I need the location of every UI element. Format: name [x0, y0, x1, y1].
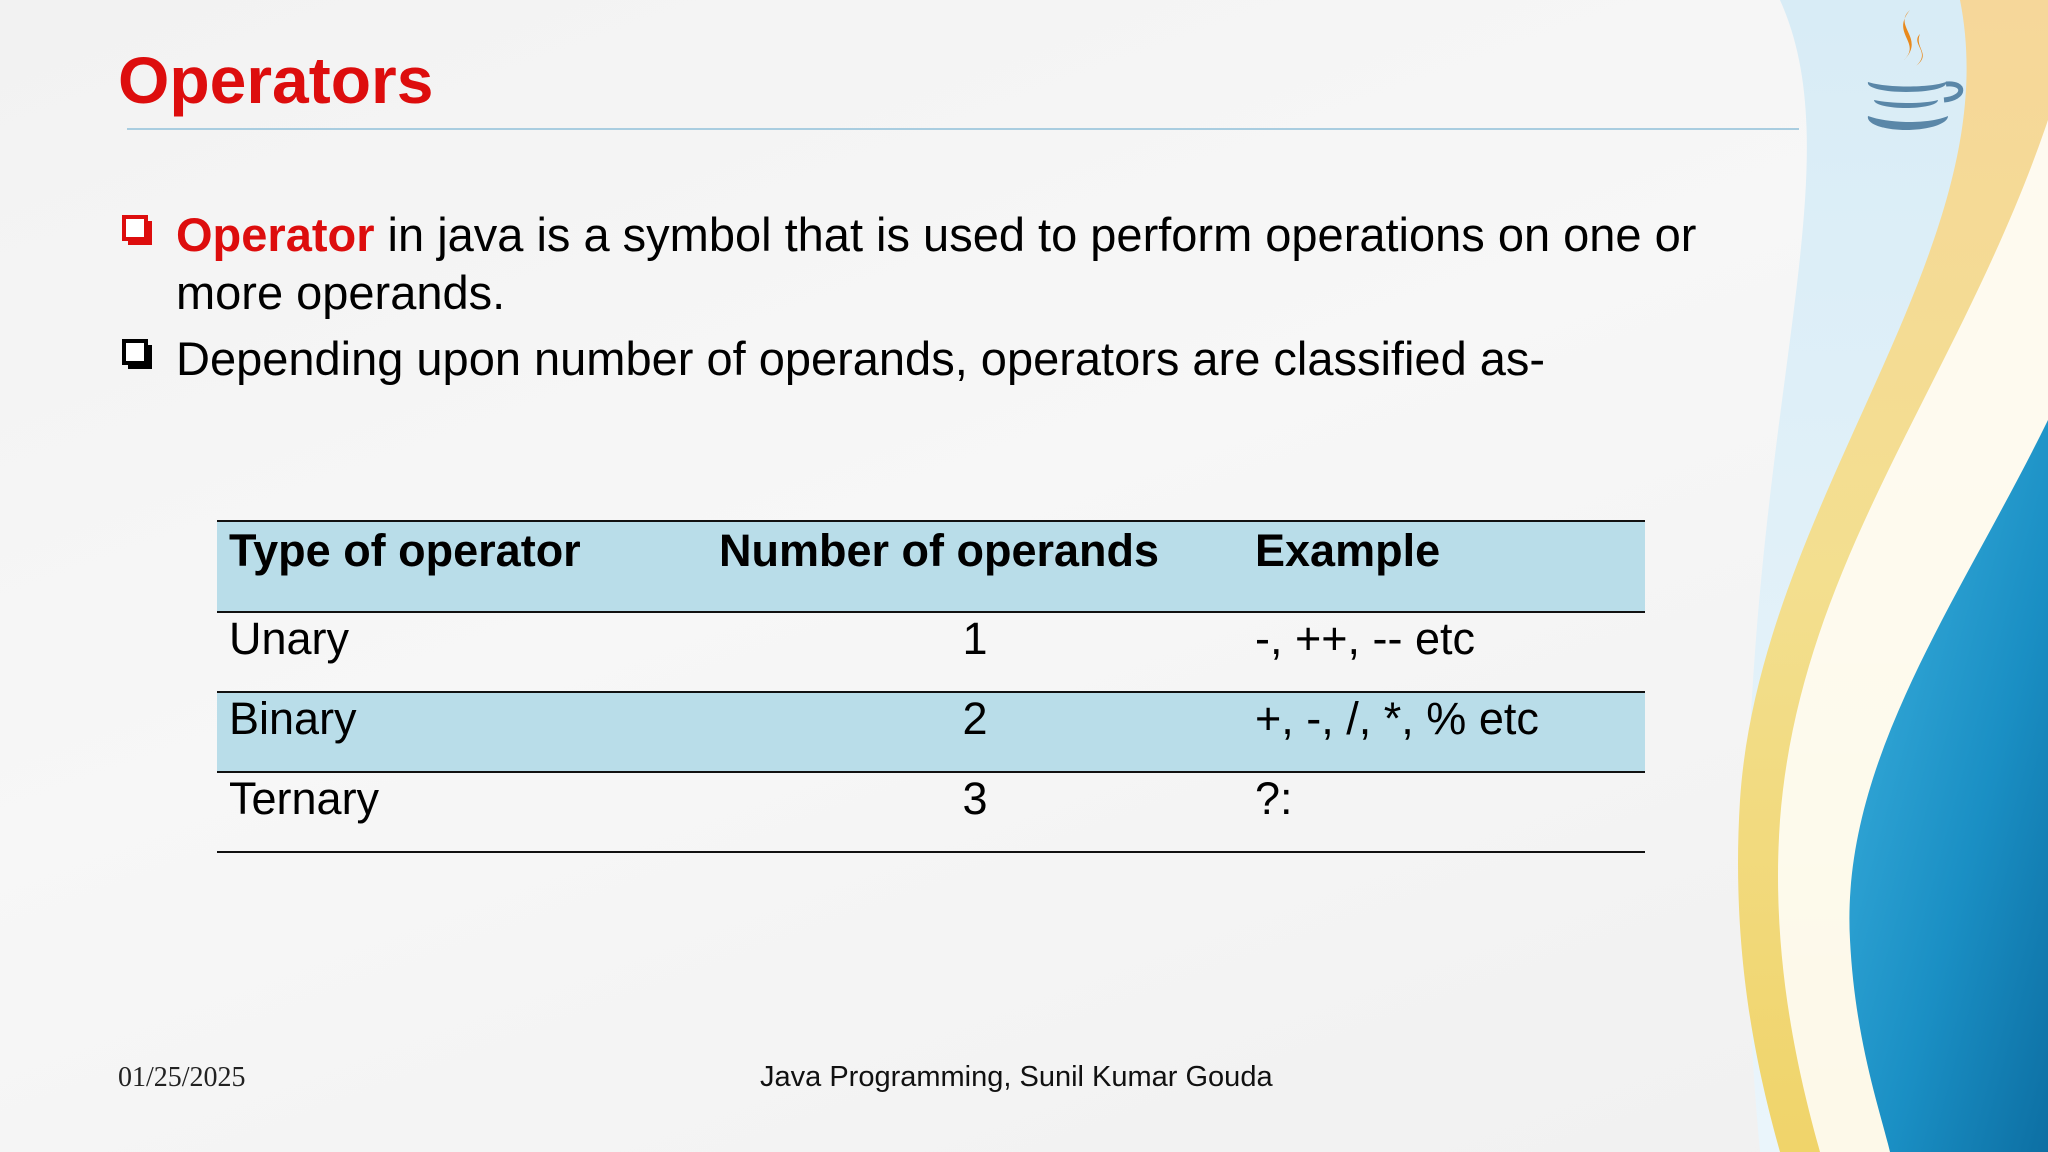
header-example: Example [1243, 521, 1645, 612]
bullet-item-classification [118, 330, 1798, 388]
java-logo-icon [1840, 4, 1970, 144]
bullet-item-operator-definition [118, 206, 1798, 322]
bullet-list [118, 206, 1798, 396]
cell-type: Binary [217, 692, 707, 772]
header-number-of-operands: Number of operands [707, 521, 1243, 612]
square-bullet-icon [122, 339, 148, 365]
table-row [217, 612, 1645, 692]
cell-type: Ternary [217, 772, 707, 852]
table-row [217, 692, 1645, 772]
bullet-keyword: Operator [176, 208, 375, 261]
cell-example: +, -, /, *, % etc [1243, 692, 1645, 772]
table-header-row [217, 521, 1645, 612]
bullet-text: in java is a symbol that is used to perform operations on one or more operands. [176, 208, 1697, 319]
footer-date: 01/25/2025 [118, 1062, 246, 1093]
cell-operand-count: 1 [707, 612, 1243, 692]
bullet-text: Depending upon number of operands, operators are classified as- [176, 332, 1546, 385]
cell-type: Unary [217, 612, 707, 692]
cell-example: -, ++, -- etc [1243, 612, 1645, 692]
table-row [217, 772, 1645, 852]
footer-credit: Java Programming, Sunil Kumar Gouda [760, 1061, 1273, 1093]
title-divider [127, 128, 1799, 130]
cell-example: ?: [1243, 772, 1645, 852]
cell-operand-count: 3 [707, 772, 1243, 852]
header-type-of-operator: Type of operator [217, 521, 707, 612]
cell-operand-count: 2 [707, 692, 1243, 772]
slide-title: Operators [118, 43, 434, 117]
square-bullet-icon [122, 215, 148, 241]
operator-types-table [217, 520, 1645, 853]
